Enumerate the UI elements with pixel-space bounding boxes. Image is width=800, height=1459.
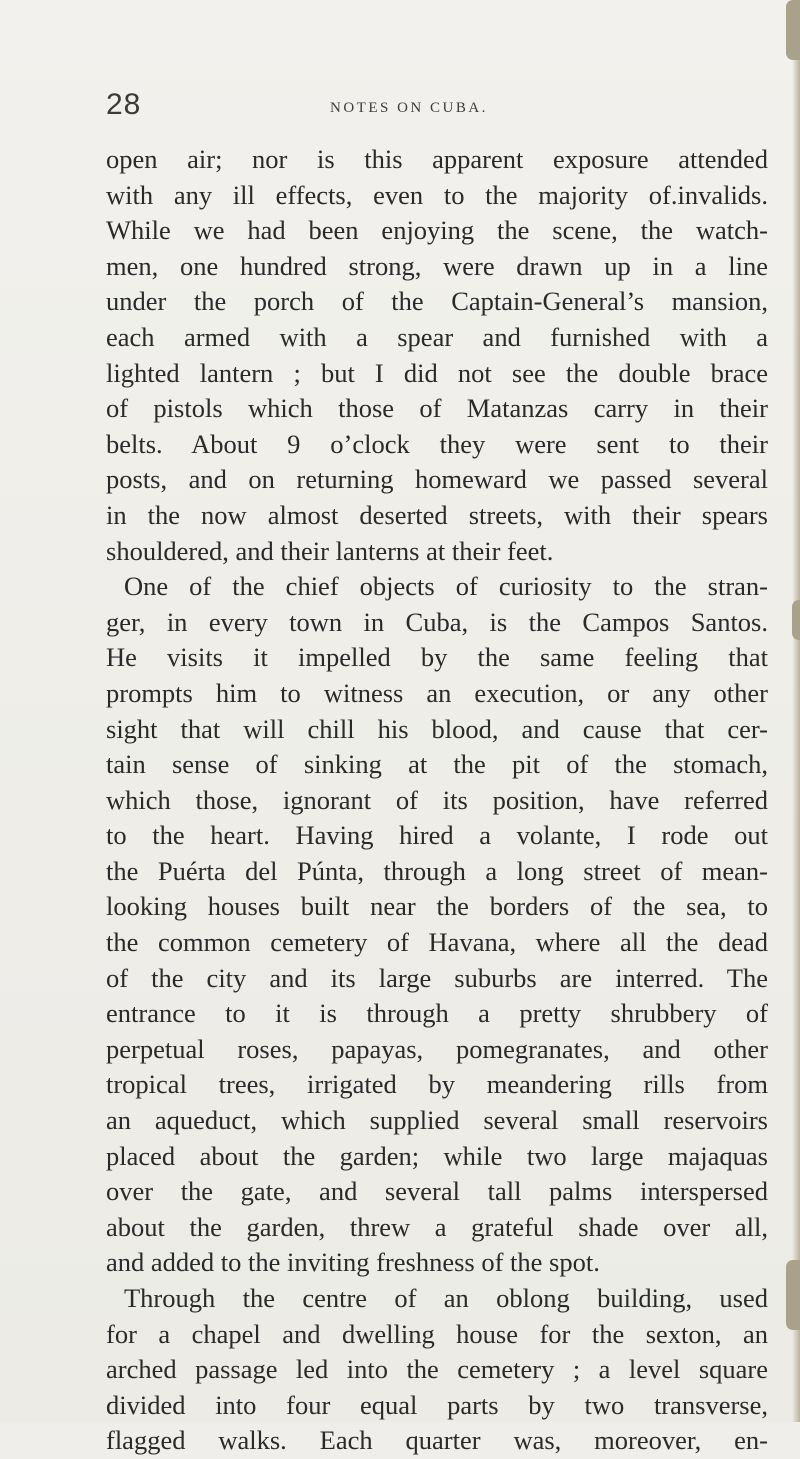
page-number: 28 — [106, 88, 142, 121]
text-line: looking houses built near the borders of the sea, to — [106, 891, 768, 922]
text-line: divided into four equal parts by two transverse, — [106, 1389, 768, 1420]
text-line: perpetual roses, papayas, pomegranates, and other — [106, 1033, 768, 1064]
text-line: Through the centre of an oblong building, used — [124, 1283, 768, 1313]
text-line: to the heart. Having hired a volante, I rode out — [106, 820, 768, 851]
text-line: sight that will chill his blood, and cause that cer- — [106, 713, 768, 744]
page-edge-mark-bottom — [786, 1260, 800, 1330]
text-line: with any ill effects, even to the majority of.invalids. — [106, 179, 768, 210]
text-line: shouldered, and their lanterns at their feet. — [106, 535, 554, 566]
text-line: belts. About 9 o’clock they were sent to their — [106, 428, 768, 459]
text-line: over the gate, and several tall palms interspersed — [106, 1176, 768, 1207]
running-title: NOTES ON CUBA. — [330, 100, 488, 116]
text-line: open air; nor is this apparent exposure attended — [106, 144, 768, 174]
text-line: arched passage led into the cemetery ; a level square — [106, 1354, 768, 1385]
text-line: placed about the garden; while two large majaquas — [106, 1140, 768, 1171]
text-line: and added to the inviting freshness of the spot. — [106, 1247, 600, 1278]
text-line: lighted lantern ; but I did not see the double brace — [106, 357, 768, 388]
text-line: While we had been enjoying the scene, the watch- — [106, 215, 768, 246]
page-edge-mark-top — [786, 0, 800, 60]
text-line: entrance to it is through a pretty shrubbery of — [106, 998, 768, 1029]
text-line: in the now almost deserted streets, with their spears — [106, 499, 768, 530]
text-line: men, one hundred strong, were drawn up in a line — [106, 250, 768, 281]
text-line: for a chapel and dwelling house for the sexton, an — [106, 1318, 768, 1349]
text-line: tropical trees, irrigated by meandering rills from — [106, 1069, 768, 1100]
page-header — [106, 88, 726, 128]
text-line: about the garden, threw a grateful shade over all, — [106, 1211, 768, 1242]
text-line: under the porch of the Captain-General’s mansion, — [106, 286, 768, 317]
text-line: prompts him to witness an execution, or any other — [106, 677, 768, 708]
text-line: posts, and on returning homeward we passed several — [106, 464, 768, 495]
page-edge-mark-middle — [792, 600, 800, 640]
text-line: an aqueduct, which supplied several small reservoirs — [106, 1105, 768, 1136]
text-line: which those, ignorant of its position, have referred — [106, 784, 768, 815]
text-line: flagged walks. Each quarter was, moreover, en- — [106, 1425, 768, 1456]
text-line: of pistols which those of Matanzas carry in their — [106, 393, 768, 424]
text-line: One of the chief objects of curiosity to the stran- — [124, 571, 768, 602]
body-text — [106, 142, 768, 1459]
text-line: the Puérta del Púnta, through a long street of mean- — [106, 855, 768, 886]
text-line: ger, in every town in Cuba, is the Campos Santos. — [106, 606, 768, 637]
text-line: the common cemetery of Havana, where all the dead — [106, 927, 768, 958]
page-edge-shadow — [792, 0, 800, 1422]
text-line: of the city and its large suburbs are interred. The — [106, 962, 768, 993]
text-line: tain sense of sinking at the pit of the stomach, — [106, 749, 768, 780]
text-line: He visits it impelled by the same feeling that — [106, 642, 768, 673]
text-line: each armed with a spear and furnished with a — [106, 321, 768, 352]
